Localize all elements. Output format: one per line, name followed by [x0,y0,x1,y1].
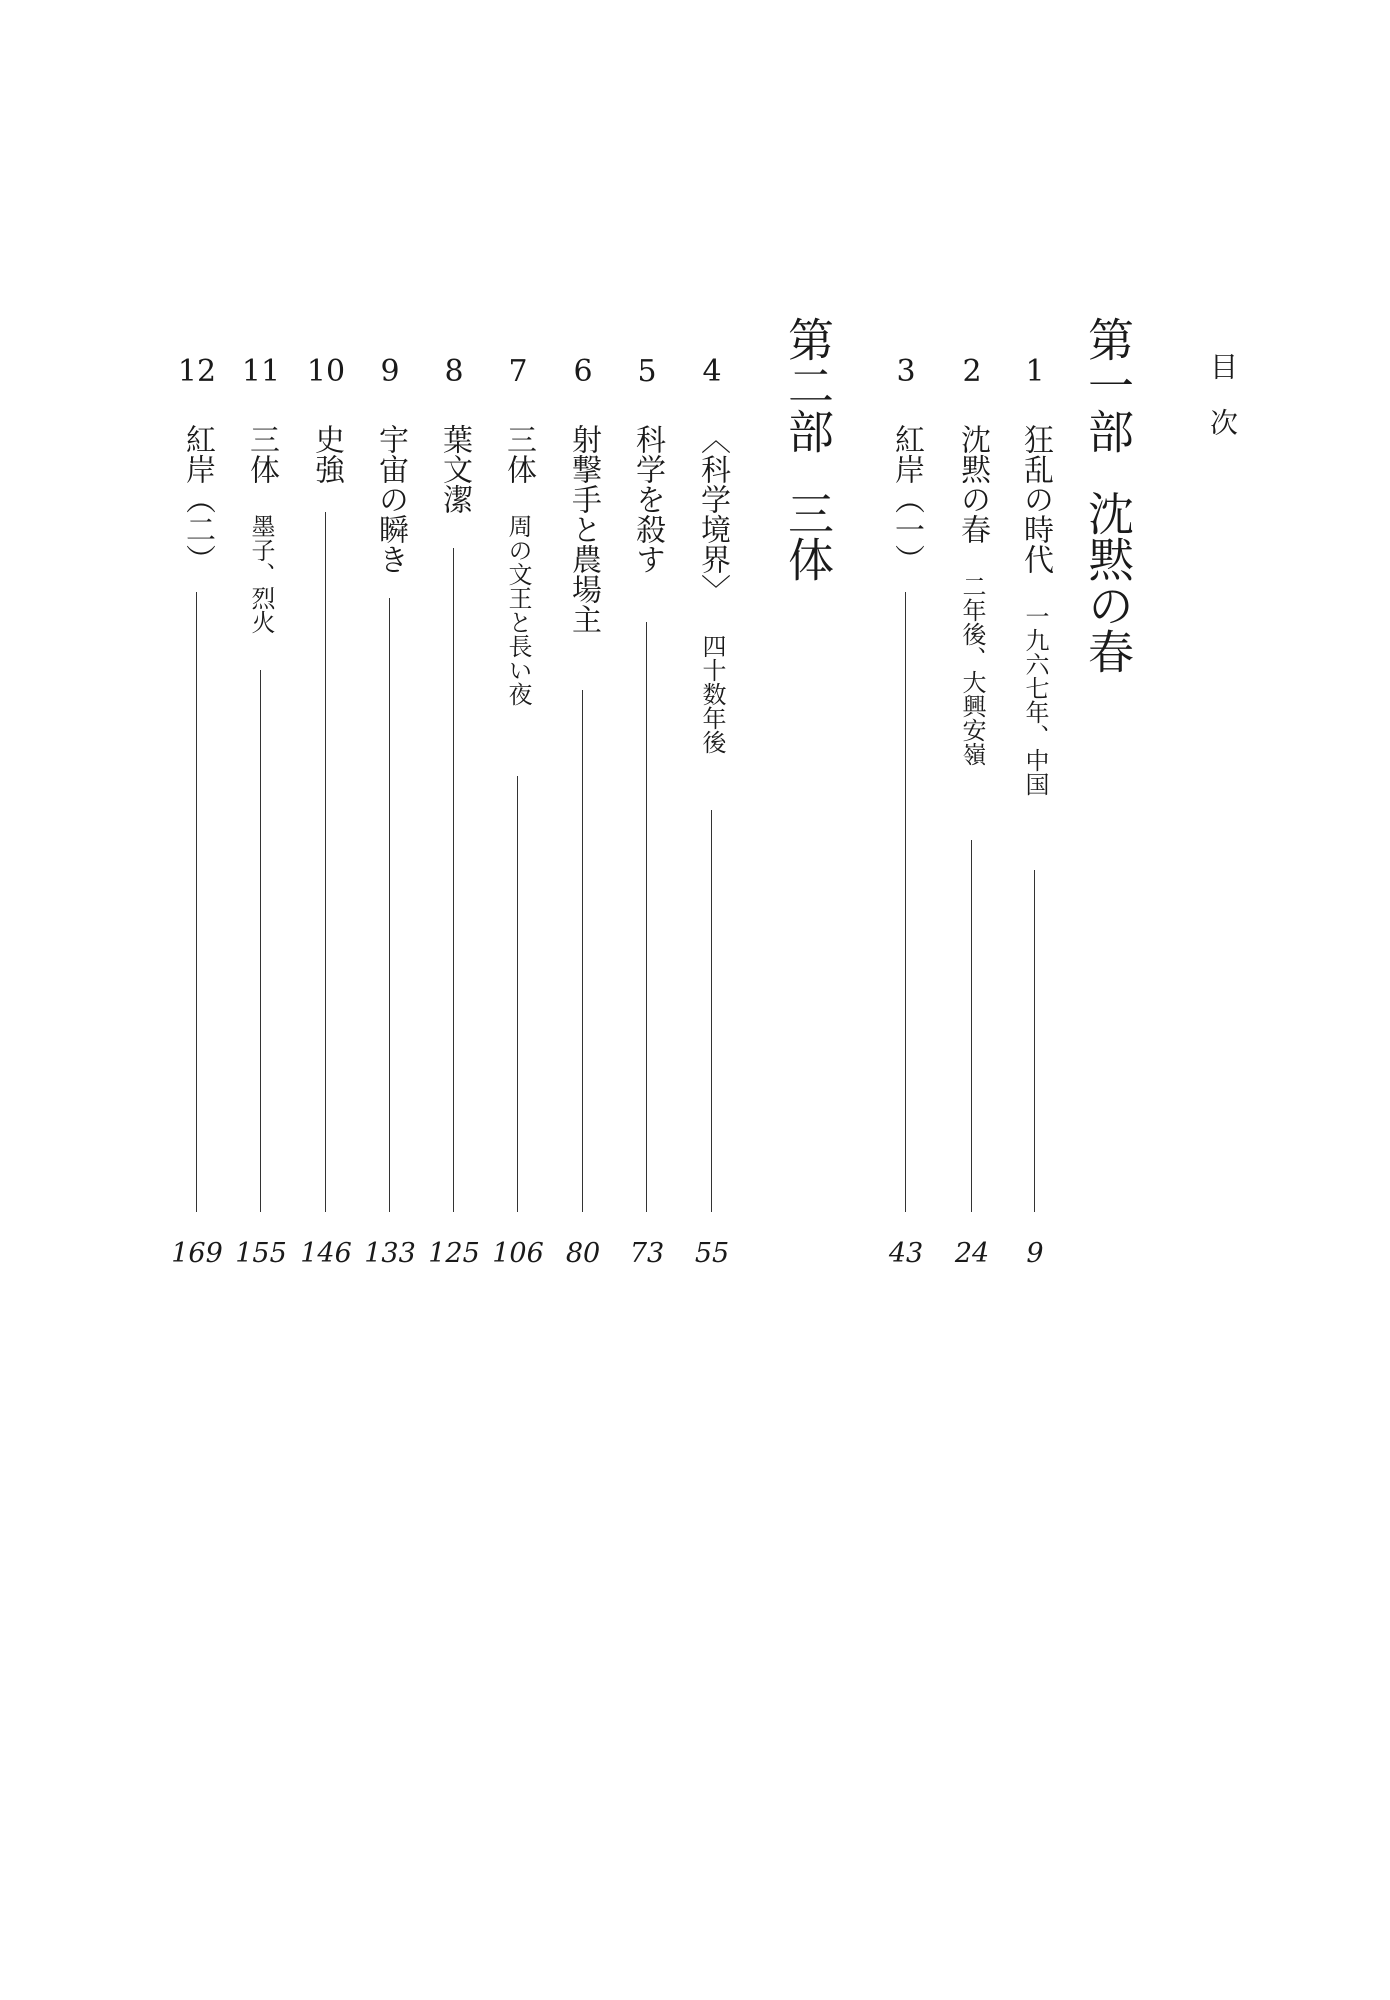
page-number: 80 [565,1238,601,1269]
toc-heading: 目次 [1206,352,1239,464]
toc-entry-chapter-9[interactable] [366,352,414,1272]
chapter-title: 紅岸（一） [889,424,924,574]
chapter-number: 11 [241,354,281,389]
chapter-title: 紅岸（二） [180,424,215,574]
chapter-title: 葉文潔 [437,424,472,514]
part-subtitle: 三体 [781,490,835,582]
leader-line [971,840,972,1212]
leader-line [711,810,712,1212]
toc-entry-chapter-6[interactable] [559,352,607,1272]
chapter-title: 科学を殺す [630,424,665,574]
leader-line [517,776,518,1212]
toc-entry-chapter-12[interactable] [173,352,221,1272]
chapter-number: 9 [380,354,400,389]
chapter-number: 2 [962,354,982,389]
page-number: 106 [492,1238,544,1269]
chapter-number: 10 [306,354,346,389]
part-subtitle: 沈黙の春 [1081,490,1135,674]
chapter-subtitle: 周の文王と長い夜 [504,514,532,706]
part-title-1 [1080,316,1136,674]
leader-line [260,670,261,1212]
page-number: 73 [629,1238,665,1269]
toc-entry-chapter-3[interactable] [882,352,930,1272]
leader-line [905,592,906,1212]
chapter-subtitle: 墨子、烈火 [247,514,275,634]
chapter-number: 3 [896,354,916,389]
chapter-title: 三体墨子、烈火 [244,424,279,634]
chapter-number: 5 [637,354,657,389]
toc-entry-chapter-1[interactable] [1011,352,1059,1272]
chapter-number: 8 [444,354,464,389]
chapter-title: 狂乱の時代一九六七年、中国 [1018,424,1053,796]
page-number: 155 [235,1238,287,1269]
leader-line [196,592,197,1212]
page-number: 9 [1026,1238,1044,1269]
leader-line [582,690,583,1212]
toc-entry-chapter-11[interactable] [237,352,285,1272]
chapter-title: 沈黙の春二年後、大興安嶺 [955,424,990,766]
chapter-title: 三体周の文王と長い夜 [501,424,536,706]
chapter-title: 射撃手と農場主 [566,424,601,634]
chapter-subtitle: 四十数年後 [698,634,726,754]
chapter-number: 4 [702,354,722,389]
chapter-title: 史強 [309,424,344,484]
toc-entry-chapter-2[interactable] [948,352,996,1272]
leader-line [1034,870,1035,1212]
chapter-subtitle: 二年後、大興安嶺 [958,574,986,766]
chapter-number: 12 [177,354,217,389]
chapter-title: 宇宙の瞬き [373,424,408,574]
page-number: 133 [364,1238,416,1269]
part-label: 第一部 [1081,316,1135,454]
leader-line [453,548,454,1212]
toc-entry-chapter-8[interactable] [430,352,478,1272]
chapter-title: 〈科学境界〉四十数年後 [695,424,730,754]
part-title-2 [780,316,836,582]
toc-entry-chapter-10[interactable] [302,352,350,1272]
toc-entry-chapter-7[interactable] [494,352,542,1272]
leader-line [389,598,390,1212]
page-number: 24 [954,1238,990,1269]
leader-line [325,512,326,1212]
chapter-number: 6 [573,354,593,389]
toc-entry-chapter-5[interactable] [623,352,671,1272]
page-number: 55 [694,1238,730,1269]
page-number: 125 [428,1238,480,1269]
page-number: 43 [888,1238,924,1269]
chapter-number: 7 [508,354,528,389]
leader-line [646,622,647,1212]
part-label: 第二部 [781,316,835,454]
chapter-number: 1 [1025,354,1045,389]
page-number: 146 [300,1238,352,1269]
toc-entry-chapter-4[interactable] [688,352,736,1272]
page-number: 169 [171,1238,223,1269]
chapter-subtitle: 一九六七年、中国 [1021,604,1049,796]
